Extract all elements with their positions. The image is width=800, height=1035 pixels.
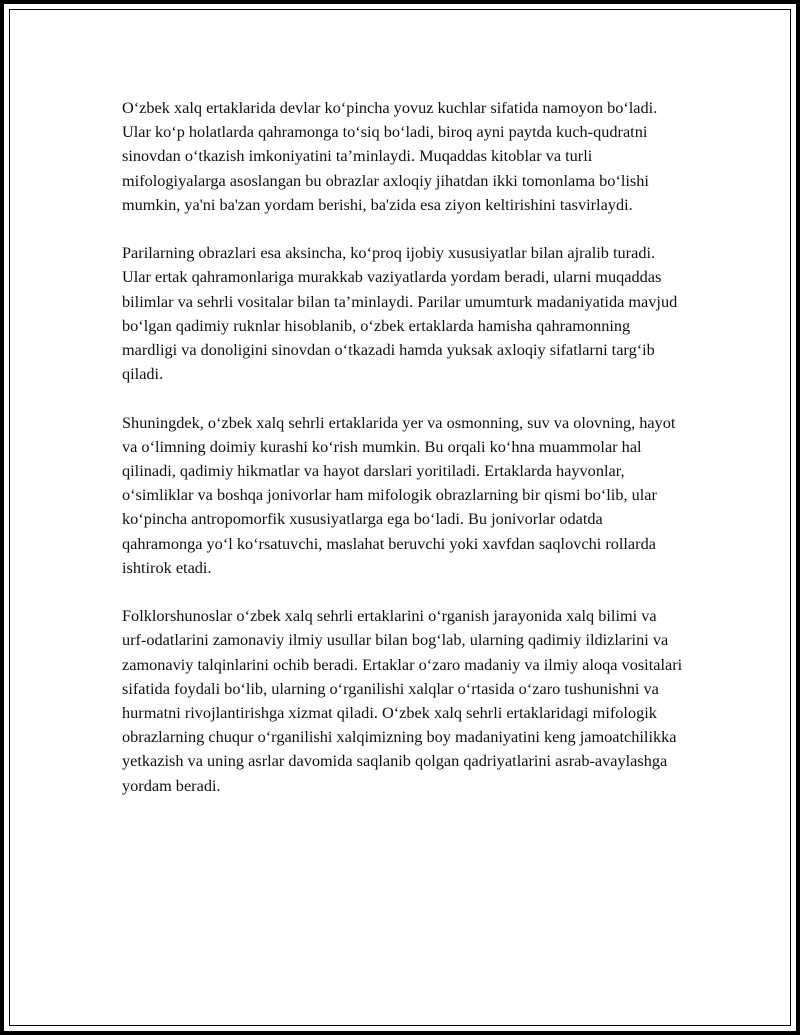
paragraph-parilar: Parilarning obrazlari esa aksincha, ko‘proq ijobiy xususiyatlar bilan ajralib turadi. Ular ertak qahramonlariga murakkab vaziyatlarda yordam beradi, ularni muqaddas bilimlar va sehrli vositalar bilan ta’minlaydi. Parilar umumturk madaniyatida mavjud bo‘lgan qadimiy ruknlar hisoblanib, o‘zbek ertaklarda hamisha qahramonning mardligi va donoligini sinovdan o‘tkazadi hamda yuksak axloqiy sifatlarni targ‘ib qiladi. [122,243,678,384]
paragraph-kurash: Shuningdek, o‘zbek xalq sehrli ertaklarida yer va osmonning, suv va olovning, hayot va o‘limning doimiy kurashi ko‘rish mumkin. Bu orqali ko‘hna muammolar hal qilinadi, qadimiy hikmatlar va hayot darslari yoritiladi. Ertaklarda hayvonlar, o‘simliklar va boshqa jonivorlar ham mifologik obrazlarning bir qismi bo‘lib, ular ko‘pincha antropomorfik xususiyatlarga ega bo‘ladi. Bu jonivorlar odatda qahramonga yo‘l ko‘rsatuvchi, maslahat beruvchi yoki xavfdan saqlovchi rollarda ishtirok etadi. [122,412,676,577]
paragraph-folklorshunoslar: Folklorshunoslar o‘zbek xalq sehrli ertaklarini o‘rganish jarayonida xalq bilimi va urf-odatlarini zamonaviy ilmiy usullar bilan bog‘lab, ularning qadimiy ildizlarini va zamonaviy talqinlarini ochib beradi. Ertaklar o‘zaro madaniy va ilmiy aloqa vositalari sifatida foydali bo‘lib, ularning o‘rganilishi xalqlar o‘rtasida o‘zaro tushunishni va hurmatni rivojlantirishga xizmat qiladi. O‘zbek xalq sehrli ertaklaridagi mifologik obrazlarning chuqur o‘rganilishi xalqimizning boy madaniyatini keng jamoatchilikka yetkazish va uning asrlar davomida saqlanib qolgan qadriyatlarini asrab-avaylashga yordam beradi. [122,606,683,795]
paragraph-devlar: O‘zbek xalq ertaklarida devlar ko‘pincha yovuz kuchlar sifatida namoyon bo‘ladi. Ular ko‘p holatlarda qahramonga to‘siq bo‘ladi, biroq ayni paytda kuch-qudratni sinovdan o‘tkazish imkoniyatini ta’minlaydi. Muqaddas kitoblar va turli mifologiyalarga asoslangan bu obrazlar axloqiy jihatdan ikki tomonlama bo‘lishi mumkin, ya'ni ba'zan yordam berishi, ba'zida esa ziyon keltirishini tasvirlaydi. [122,98,658,214]
document-body [122,96,684,822]
